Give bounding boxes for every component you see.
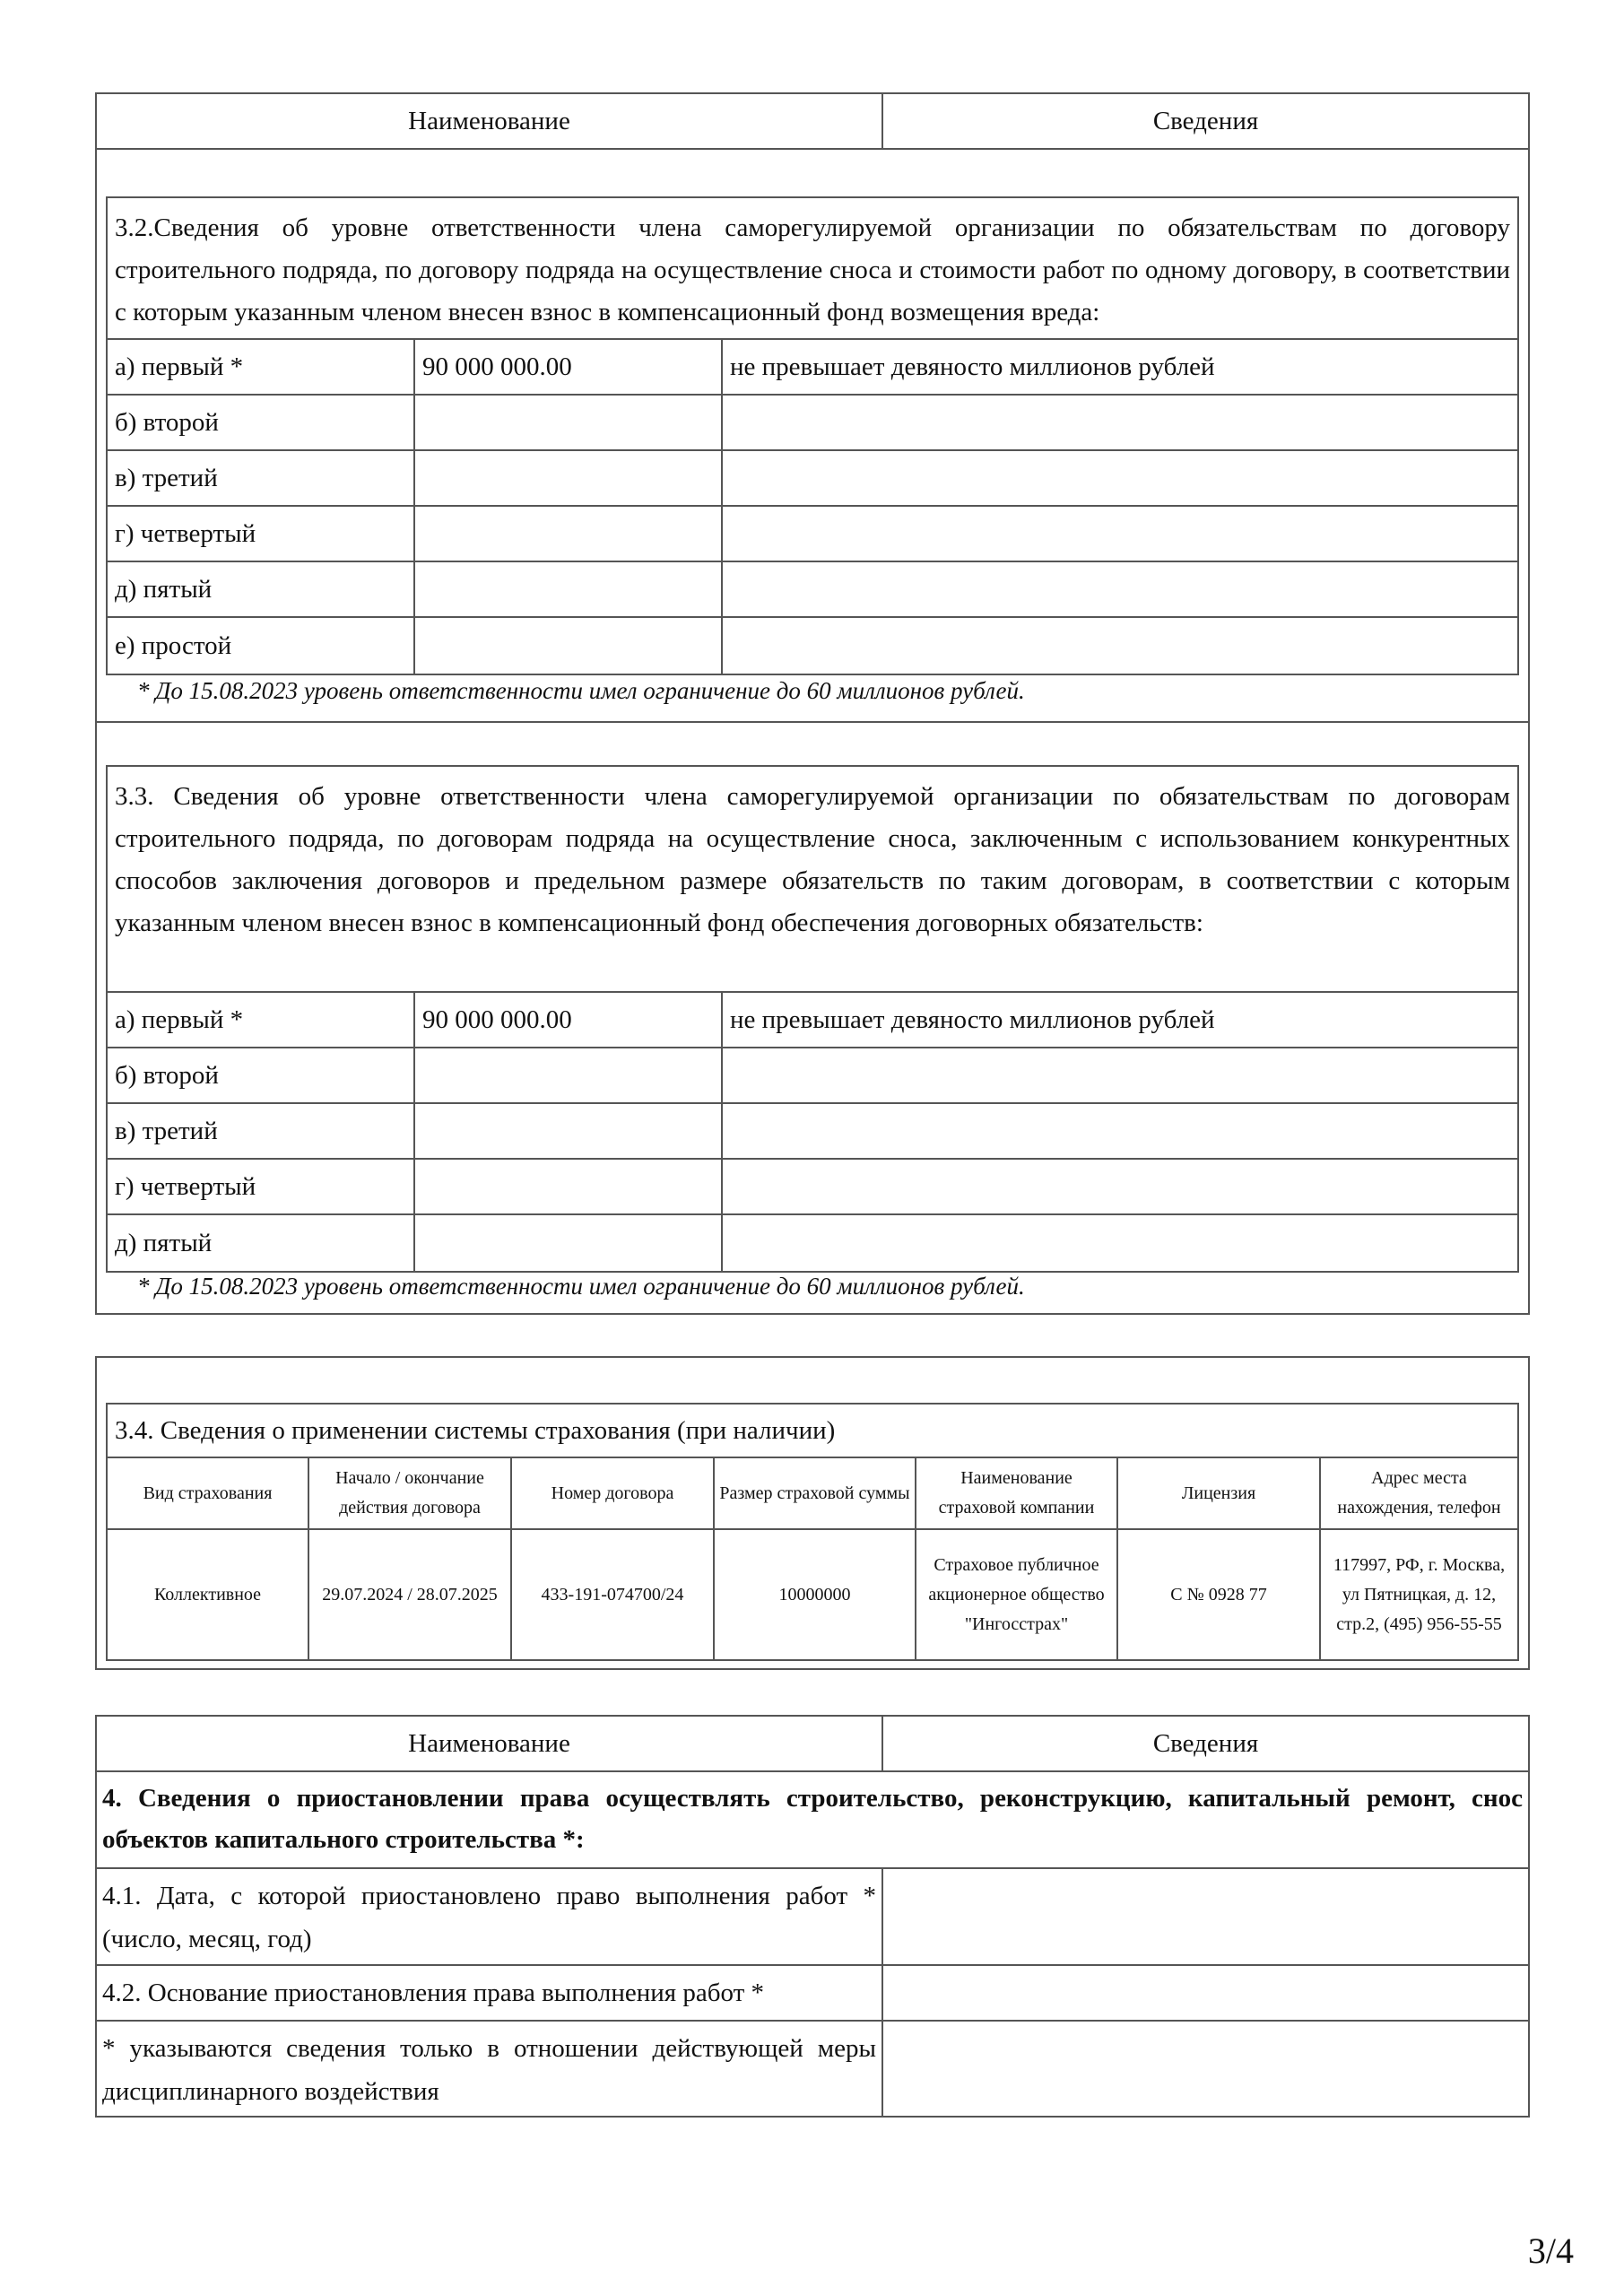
section-3-2-intro: 3.2.Сведения об уровне ответственности члена саморегулируемой организации по обязательствам по договору строительного подряда, по договору подряда на осуществление сноса и стоимости работ по одному договору, в соответствии с которым указанным членом внесен взнос в компенсационный фонд возмещения вреда: — [108, 198, 1517, 340]
col-header-type: Вид страхования — [108, 1458, 309, 1530]
cell-type: Коллективное — [108, 1530, 309, 1659]
table-row — [108, 507, 1517, 562]
cell-period: 29.07.2024 / 28.07.2025 — [309, 1530, 512, 1659]
insurance-title: 3.4. Сведения о применении системы страхования (при наличии) — [108, 1405, 1517, 1458]
table-row — [108, 1048, 1517, 1104]
level-label: а) первый * — [108, 340, 415, 394]
suspension-table — [95, 1715, 1530, 2118]
level-description — [723, 507, 1517, 561]
insurance-block — [95, 1356, 1530, 1670]
table-row — [97, 1869, 1528, 1966]
table-header — [97, 1717, 1528, 1772]
liability-table — [95, 92, 1530, 1315]
level-description — [723, 1048, 1517, 1102]
level-value: 90 000 000.00 — [415, 340, 723, 394]
level-description — [723, 618, 1517, 674]
table-row — [108, 396, 1517, 451]
level-label: е) простой — [108, 618, 415, 674]
level-value — [415, 396, 723, 449]
table-row — [108, 618, 1517, 674]
row-label: 4.2. Основание приостановления права выполнения работ * — [97, 1966, 883, 2020]
table-row — [108, 451, 1517, 507]
row-value — [883, 1869, 1528, 1964]
cell-contract-number: 433-191-074700/24 — [512, 1530, 715, 1659]
divider — [97, 721, 1528, 723]
level-label: г) четвертый — [108, 1160, 415, 1213]
level-value — [415, 1215, 723, 1271]
table-row — [108, 340, 1517, 396]
row-label: 4.1. Дата, с которой приостановлено право выполнения работ * (число, месяц, год) — [97, 1869, 883, 1964]
cell-company: Страховое публичное акционерное общество "Ингосстрах" — [916, 1530, 1118, 1659]
level-value — [415, 562, 723, 616]
table-header — [97, 94, 1528, 150]
header-info: Сведения — [1152, 106, 1259, 135]
table-row — [108, 1160, 1517, 1215]
level-description — [723, 396, 1517, 449]
col-header-sum: Размер страховой суммы — [715, 1458, 916, 1530]
section-3-3-intro: 3.3. Сведения об уровне ответственности члена саморегулируемой организации по обязательствам по договорам строительного подряда, по договорам подряда на осуществление сноса, заключенным с использованием конкурентных способов заключения договоров и предельном размере обязательств по таким договорам, в соответствии с которым указанным членом внесен взнос в компенсационный фонд обеспечения договорных обязательств: — [108, 767, 1517, 993]
header-info: Сведения — [1152, 1728, 1259, 1758]
row-value — [883, 2022, 1528, 2116]
level-label: д) пятый — [108, 562, 415, 616]
section-4-title: 4. Сведения о приостановлении права осуществлять строительство, реконструкцию, капитальный ремонт, снос объектов капитального строительства *: — [97, 1772, 1528, 1869]
page-number: 3/4 — [1527, 2231, 1574, 2271]
level-description — [723, 1160, 1517, 1213]
insurance-grid — [108, 1458, 1517, 1659]
level-label: д) пятый — [108, 1215, 415, 1271]
col-header-company: Наименование страховой компании — [916, 1458, 1118, 1530]
level-label: в) третий — [108, 451, 415, 505]
cell-sum: 10000000 — [715, 1530, 916, 1659]
table-row — [97, 2022, 1528, 2116]
table-row — [97, 1966, 1528, 2022]
level-description — [723, 1104, 1517, 1158]
level-description — [723, 562, 1517, 616]
level-description: не превышает девяносто миллионов рублей — [730, 352, 1215, 381]
section-3-3 — [106, 765, 1519, 1273]
table-row — [108, 1215, 1517, 1271]
level-value — [415, 1048, 723, 1102]
col-header-contract-number: Номер договора — [512, 1458, 715, 1530]
section-3-2 — [106, 196, 1519, 675]
insurance-table — [106, 1403, 1519, 1661]
level-label: г) четвертый — [108, 507, 415, 561]
table-row — [108, 1104, 1517, 1160]
section-3-2-footnote: * До 15.08.2023 уровень ответственности имел ограничение до 60 миллионов рублей. — [137, 677, 1025, 704]
level-value — [415, 618, 723, 674]
level-value — [415, 1160, 723, 1213]
table-row — [108, 562, 1517, 618]
level-label: б) второй — [108, 396, 415, 449]
row-value — [883, 1966, 1528, 2020]
section-3-3-footnote: * До 15.08.2023 уровень ответственности имел ограничение до 60 миллионов рублей. — [137, 1273, 1025, 1300]
row-label: * указываются сведения только в отношении действующей меры дисциплинарного воздействия — [97, 2022, 883, 2116]
level-label: б) второй — [108, 1048, 415, 1102]
level-value: 90 000 000.00 — [415, 993, 723, 1047]
table-row — [108, 993, 1517, 1048]
level-description — [723, 451, 1517, 505]
header-name: Наименование — [97, 1717, 883, 1770]
col-header-license: Лицензия — [1118, 1458, 1321, 1530]
col-header-address: Адрес места нахождения, телефон — [1321, 1458, 1517, 1530]
level-label: в) третий — [108, 1104, 415, 1158]
cell-address: 117997, РФ, г. Москва, ул Пятницкая, д. 12, стр.2, (495) 956-55-55 — [1333, 1554, 1506, 1634]
cell-license: С № 0928 77 — [1118, 1530, 1321, 1659]
level-description: не превышает девяносто миллионов рублей — [730, 1004, 1215, 1034]
header-name: Наименование — [97, 94, 883, 148]
level-value — [415, 507, 723, 561]
col-header-period: Начало / окончание действия договора — [309, 1458, 512, 1530]
level-label: а) первый * — [108, 993, 415, 1047]
level-value — [415, 1104, 723, 1158]
level-description — [723, 1215, 1517, 1271]
level-value — [415, 451, 723, 505]
